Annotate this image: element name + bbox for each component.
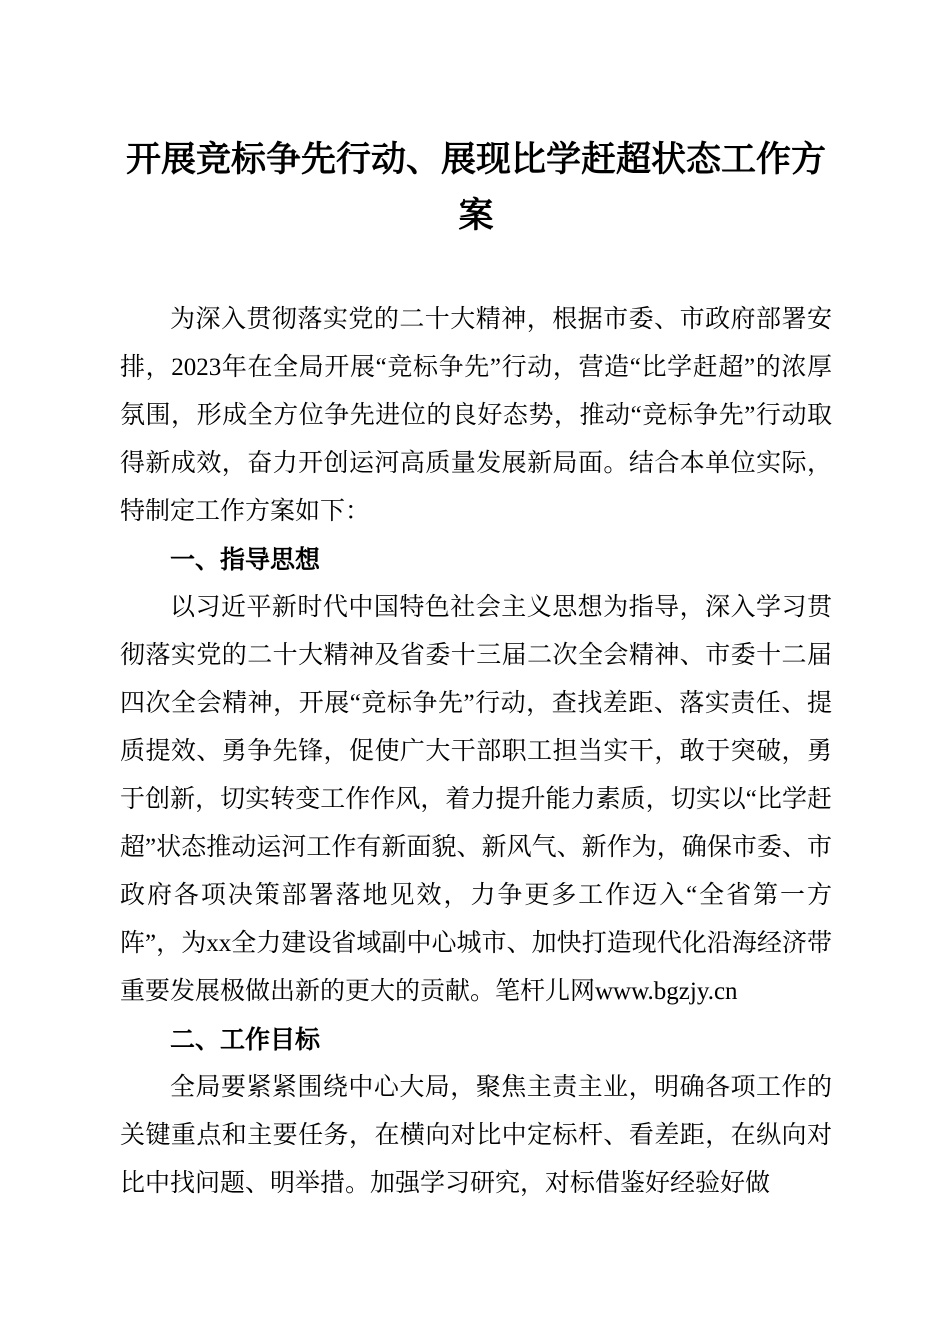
section-2-body: 全局要紧紧围绕中心大局，聚焦主责主业，明确各项工作的关键重点和主要任务，在横向对比中定标杆、看差距，在纵向对比中找问题、明举措。加强学习研究，对标借鉴好经验好做 — [120, 1074, 832, 1197]
section-2-heading: 二、工作目标 — [170, 1026, 321, 1054]
intro-paragraph: 为深入贯彻落实党的二十大精神，根据市委、市政府部署安排，2023年在全局开展“竞标争先”行动，营造“比学赶超”的浓厚氛围，形成全方位争先进位的良好态势，推动“竞标争先”行动取得新成效，奋力开创运河高质量发展新局面。结合本单位实际，特制定工作方案如下： — [120, 306, 832, 525]
section-1-heading: 一、指导思想 — [170, 546, 321, 574]
document-title: 开展竞标争先行动、展现比学赶超状态工作方案 — [125, 140, 826, 235]
section-1-body: 以习近平新时代中国特色社会主义思想为指导，深入学习贯彻落实党的二十大精神及省委十三届二次全会精神、市委十二届四次全会精神，开展“竞标争先”行动，查找差距、落实责任、提质提效、勇争先锋，促使广大干部职工担当实干，敢于突破，勇于创新，切实转变工作作风，着力提升能力素质，切实以“比学赶超”状态推动运河工作有新面貌、新风气、新作为，确保市委、市政府各项决策部署落地见效，力争更多工作迈入“全省第一方阵”，为xx全力建设省域副中心城市、加快打造现代化沿海经济带重要发展极做出新的更大的贡献。笔杆儿网www.bgzjy.cn — [120, 594, 832, 1005]
